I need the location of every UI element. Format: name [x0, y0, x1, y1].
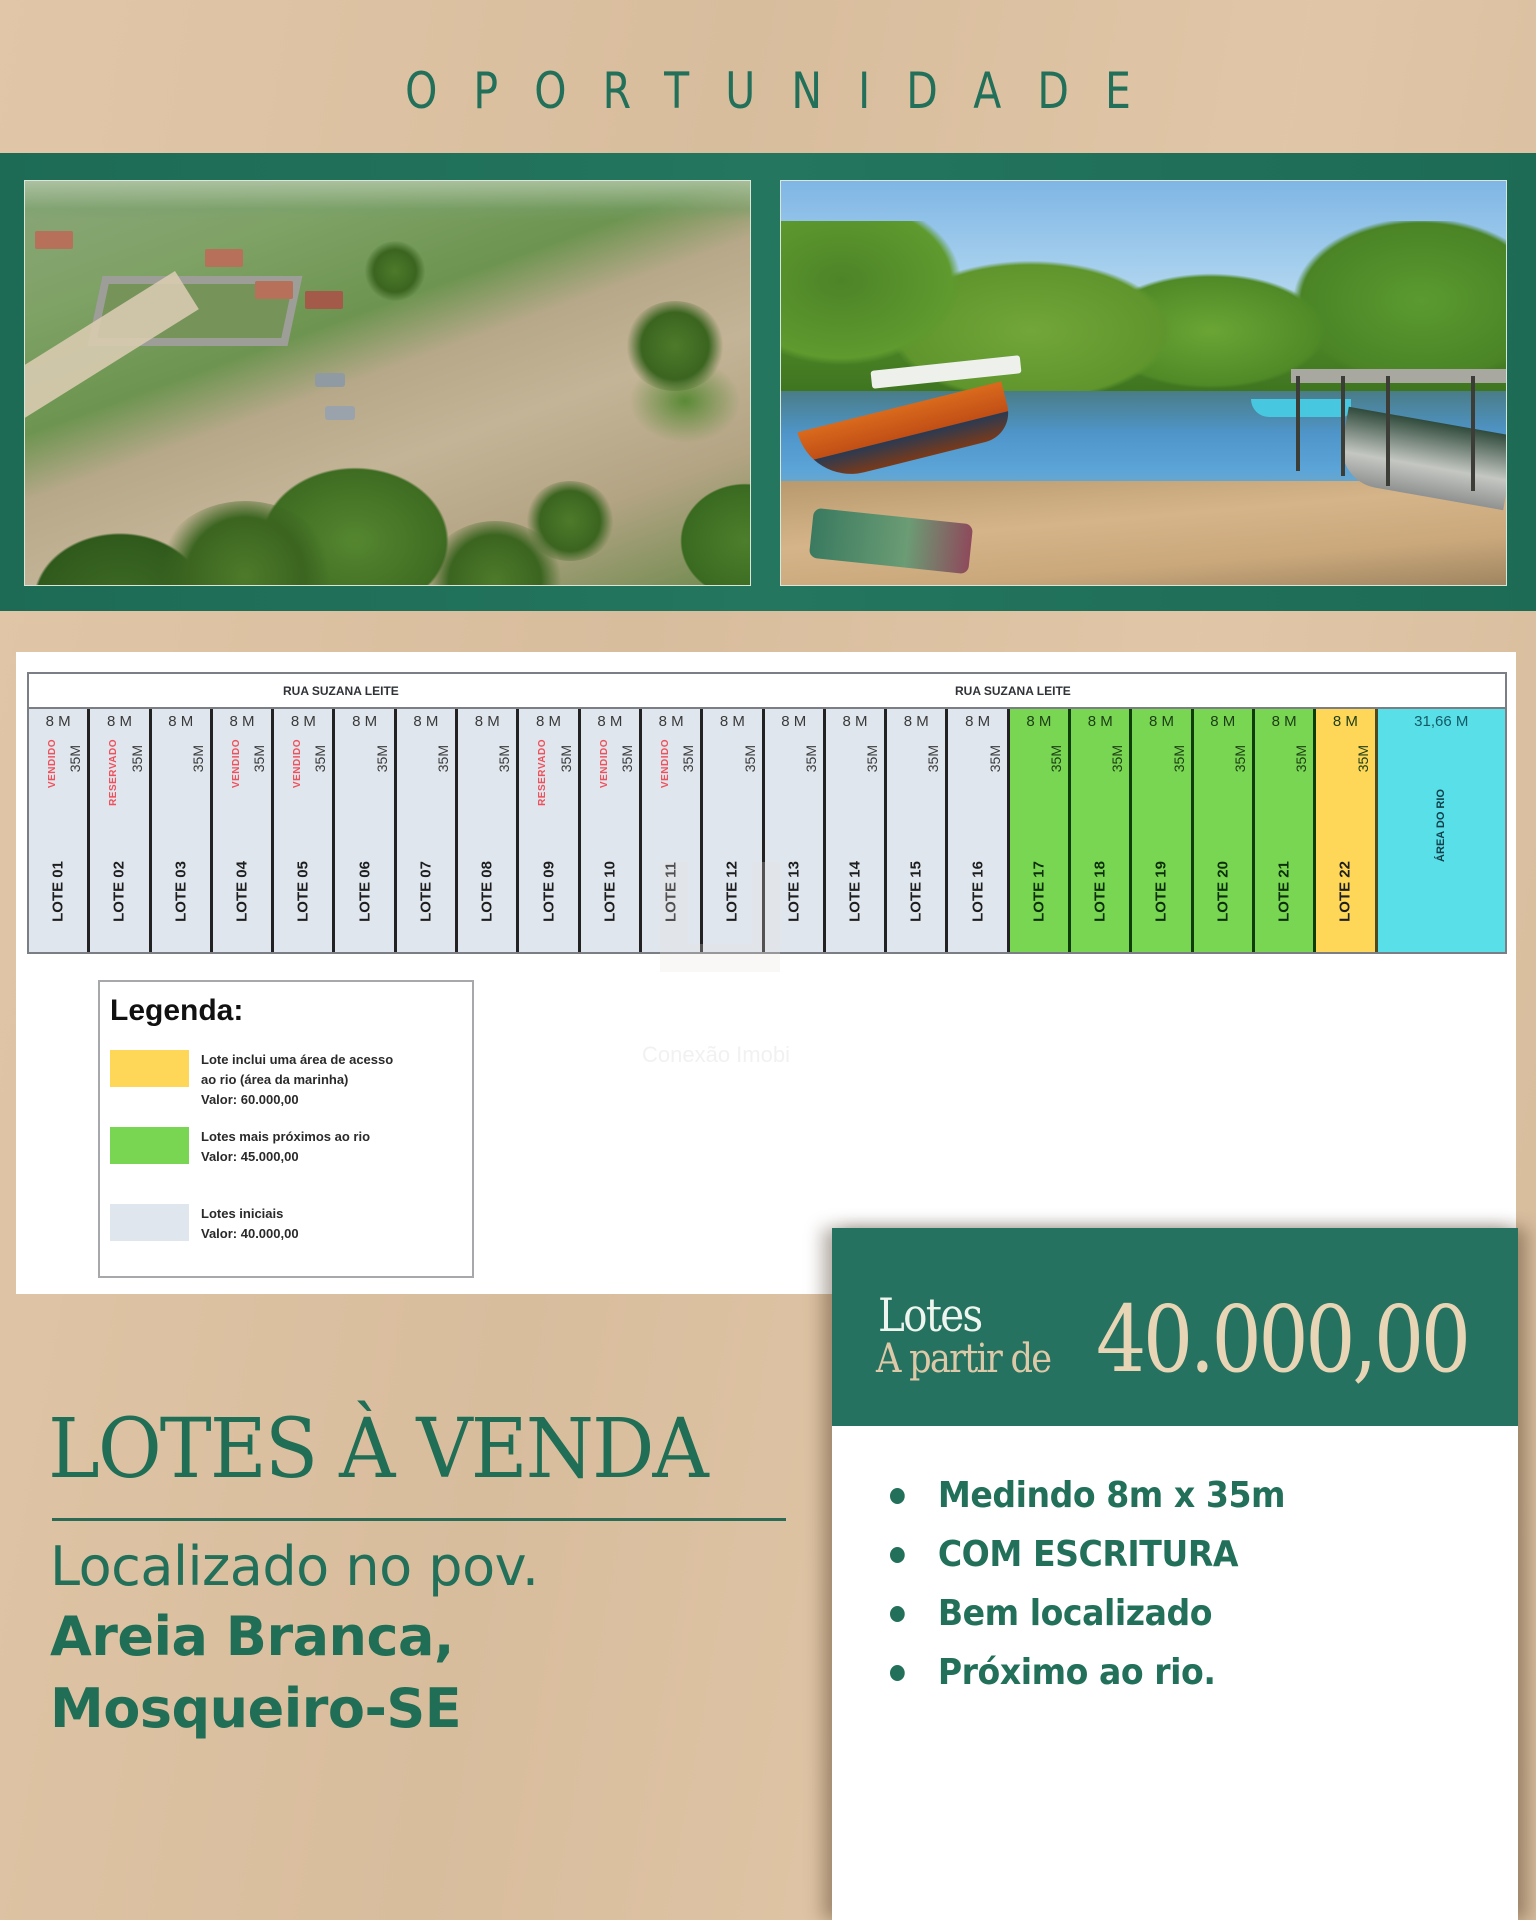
feature-item: Medindo 8m x 35m	[890, 1466, 1285, 1525]
legend-swatch-yellow	[110, 1050, 189, 1087]
photo-band	[0, 153, 1536, 611]
price-label: Lotes	[878, 1288, 982, 1342]
divider	[52, 1518, 786, 1521]
lot-13: 8 M 35M LOTE 13	[765, 709, 826, 952]
street-label: RUA SUZANA LEITE	[283, 684, 399, 698]
lot-06: 8 M 35M LOTE 06	[335, 709, 396, 952]
legend-swatch-green	[110, 1127, 189, 1164]
lot-label: LOTE 02	[110, 861, 128, 922]
legend-item-near-river: Lotes mais próximos ao rio Valor: 45.000,00	[110, 1127, 461, 1167]
lot-label: LOTE 21	[1275, 861, 1293, 922]
lot-21: 8 M 35M LOTE 21	[1255, 709, 1316, 952]
legend-item-river-access: Lote inclui uma área de acesso ao rio (área da marinha) Valor: 60.000,00	[110, 1050, 461, 1110]
legend	[98, 980, 474, 1278]
lot-label: LOTE 06	[356, 861, 374, 922]
lot-07: 8 M 35M LOTE 07	[397, 709, 458, 952]
status-badge: VENDIDO	[659, 739, 671, 789]
lot-label: LOTE 13	[785, 861, 803, 922]
lot-05: 8 M 35M VENDIDO LOTE 05	[274, 709, 335, 952]
status-badge: RESERVADO	[108, 739, 120, 806]
river-area-label: ÁREA DO RIO	[1435, 789, 1448, 862]
lot-08: 8 M 35M LOTE 08	[458, 709, 519, 952]
lot-11: 8 M 35M VENDIDO LOTE 11	[642, 709, 703, 952]
lot-label: LOTE 17	[1030, 861, 1048, 922]
lot-label: LOTE 11	[662, 861, 680, 922]
lot-17: 8 M 35M LOTE 17	[1010, 709, 1071, 952]
lot-label: LOTE 22	[1336, 861, 1354, 922]
lot-12: 8 M 35M LOTE 12	[703, 709, 764, 952]
lot-14: 8 M 35M LOTE 14	[826, 709, 887, 952]
lot-label: LOTE 12	[723, 861, 741, 922]
lot-01: 8 M 35M VENDIDO LOTE 01	[29, 709, 90, 952]
lot-22: 8 M 35M LOTE 22	[1316, 709, 1377, 952]
lot-10: 8 M 35M VENDIDO LOTE 10	[581, 709, 642, 952]
status-badge: VENDIDO	[598, 739, 610, 789]
lot-label: LOTE 07	[417, 861, 435, 922]
lot-label: LOTE 16	[969, 861, 987, 922]
lot-label: LOTE 01	[49, 861, 67, 922]
location-city: Mosqueiro-SE	[50, 1677, 462, 1740]
status-badge: VENDIDO	[292, 739, 304, 789]
street-label: RUA SUZANA LEITE	[955, 684, 1071, 698]
feature-item: COM ESCRITURA	[890, 1525, 1285, 1584]
lot-02: 8 M 35M RESERVADO LOTE 02	[90, 709, 151, 952]
page-title: OPORTUNIDADE	[405, 62, 1167, 120]
lot-label: LOTE 14	[846, 861, 864, 922]
legend-swatch-gray	[110, 1204, 189, 1241]
bullet-icon	[890, 1488, 905, 1504]
legend-title: Legenda:	[110, 994, 244, 1027]
feature-item: Próximo ao rio.	[890, 1643, 1285, 1702]
lot-09: 8 M 35M RESERVADO LOTE 09	[519, 709, 580, 952]
price-value: 40.000,00	[1096, 1286, 1468, 1393]
bullet-icon	[890, 1606, 905, 1622]
lot-label: LOTE 09	[540, 861, 558, 922]
lot-label: LOTE 03	[172, 861, 190, 922]
bullet-icon	[890, 1547, 905, 1563]
status-badge: VENDIDO	[47, 739, 58, 789]
lot-16: 8 M 35M LOTE 16	[948, 709, 1009, 952]
lot-plan-card	[16, 652, 1516, 1294]
legend-item-initial: Lotes iniciais Valor: 40.000,00	[110, 1204, 461, 1244]
street	[27, 672, 1507, 708]
lot-18: 8 M 35M LOTE 18	[1071, 709, 1132, 952]
lot-03: 8 M 35M LOTE 03	[152, 709, 213, 952]
hero-title: LOTES À VENDA	[48, 1402, 707, 1497]
lot-label: LOTE 18	[1091, 861, 1109, 922]
lot-19: 8 M 35M LOTE 19	[1132, 709, 1193, 952]
status-badge: VENDIDO	[230, 739, 242, 789]
location-neighborhood: Areia Branca,	[50, 1605, 454, 1668]
lot-label: LOTE 04	[233, 861, 251, 922]
price-sublabel: A partir de	[876, 1336, 1051, 1382]
feature-list	[890, 1466, 1319, 1702]
bullet-icon	[890, 1665, 905, 1681]
lot-label: LOTE 19	[1152, 861, 1170, 922]
river-area: 31,66 M ÁREA DO RIO	[1378, 709, 1505, 952]
lot-20: 8 M 35M LOTE 20	[1194, 709, 1255, 952]
lot-label: LOTE 05	[294, 861, 312, 922]
lot-label: LOTE 20	[1214, 861, 1232, 922]
river-photo	[780, 180, 1507, 586]
location-line: Localizado no pov.	[50, 1535, 539, 1598]
status-badge: RESERVADO	[537, 739, 549, 806]
watermark: Conexão Imobi	[556, 772, 876, 1092]
feature-item: Bem localizado	[890, 1584, 1285, 1643]
lot-04: 8 M 35M VENDIDO LOTE 04	[213, 709, 274, 952]
lot-15: 8 M 35M LOTE 15	[887, 709, 948, 952]
lot-map	[27, 707, 1507, 954]
aerial-photo	[24, 180, 751, 586]
lot-label: LOTE 15	[907, 861, 925, 922]
price-card	[832, 1228, 1518, 1920]
lot-label: LOTE 10	[601, 861, 619, 922]
price-header	[832, 1228, 1518, 1426]
lot-label: LOTE 08	[478, 861, 496, 922]
